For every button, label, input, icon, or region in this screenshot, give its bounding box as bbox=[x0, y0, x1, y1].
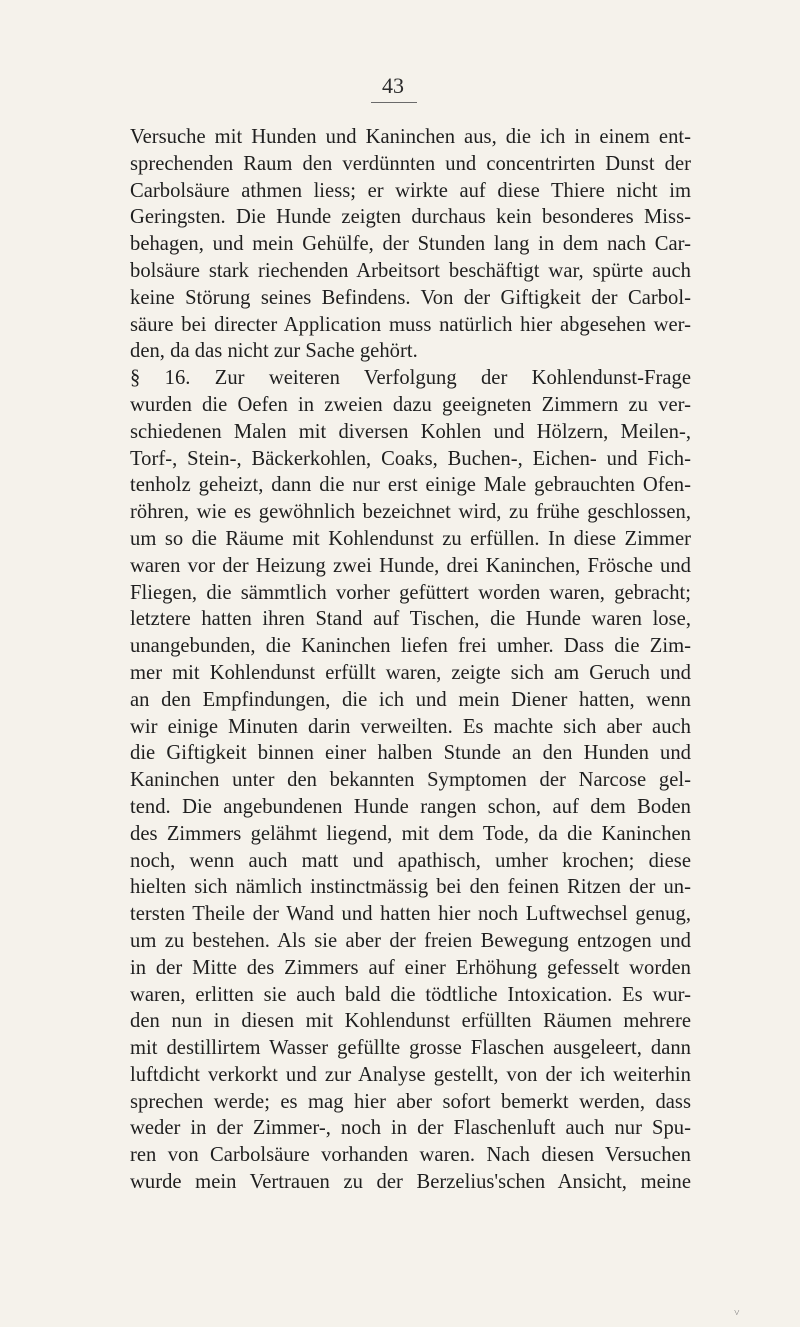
text-line: waren, erlitten sie auch bald die tödtliche Intoxication. Es wur- bbox=[130, 983, 691, 1006]
text-line: Fliegen, die sämmtlich vorher gefüttert worden waren, gebracht; bbox=[130, 581, 691, 604]
text-line: luftdicht verkorkt und zur Analyse gestellt, von der ich weiterhin bbox=[130, 1063, 691, 1086]
text-line: keine Störung seines Befindens. Von der Giftigkeit der Carbol- bbox=[130, 286, 691, 309]
text-line: wurde mein Vertrauen zu der Berzelius'schen Ansicht, meine bbox=[130, 1171, 691, 1194]
text-line: unangebunden, die Kaninchen liefen frei umher. Dass die Zim- bbox=[130, 635, 691, 658]
text-line: die Giftigkeit binnen einer halben Stunde an den Hunden und bbox=[130, 742, 691, 765]
text-line: an den Empfindungen, die ich und mein Diener hatten, wenn bbox=[130, 688, 691, 711]
text-line: noch, wenn auch matt und apathisch, umher krochen; diese bbox=[130, 849, 691, 872]
text-line: wurden die Oefen in zweien dazu geeigneten Zimmern zu ver- bbox=[130, 393, 691, 416]
text-line: sprechenden Raum den verdünnten und concentrirten Dunst der bbox=[130, 152, 691, 175]
text-line: tend. Die angebundenen Hunde rangen schon, auf dem Boden bbox=[130, 795, 691, 818]
text-line: mit destillirtem Wasser gefüllte grosse Flaschen ausgeleert, dann bbox=[130, 1037, 691, 1060]
text-line: behagen, und mein Gehülfe, der Stunden lang in dem nach Car- bbox=[130, 233, 691, 256]
text-line: bolsäure stark riechenden Arbeitsort beschäftigt war, spürte auch bbox=[130, 259, 691, 282]
body-text bbox=[130, 124, 691, 1196]
text-line: weder in der Zimmer-, noch in der Flaschenluft auch nur Spu- bbox=[130, 1117, 691, 1140]
text-line: Carbolsäure athmen liess; er wirkte auf diese Thiere nicht im bbox=[130, 179, 691, 202]
text-line: den nun in diesen mit Kohlendunst erfüllten Räumen mehrere bbox=[130, 1010, 691, 1033]
page-number-rule bbox=[371, 102, 417, 103]
text-line: schiedenen Malen mit diversen Kohlen und Hölzern, Meilen-, bbox=[130, 420, 691, 443]
text-line: den, da das nicht zur Sache gehört. bbox=[130, 340, 418, 363]
text-line: Torf-, Stein-, Bäckerkohlen, Coaks, Buchen-, Eichen- und Fich- bbox=[130, 447, 691, 470]
text-line: § 16. Zur weiteren Verfolgung der Kohlendunst-Frage bbox=[130, 367, 691, 390]
page-number: 43 bbox=[382, 73, 404, 98]
text-line: röhren, wie es gewöhnlich bezeichnet wird, zu frühe geschlossen, bbox=[130, 501, 691, 524]
text-line: sprechen werde; es mag hier aber sofort bemerkt werden, dass bbox=[130, 1090, 691, 1113]
text-line: um zu bestehen. Als sie aber der freien Bewegung entzogen und bbox=[130, 929, 691, 952]
text-line: waren vor der Heizung zwei Hunde, drei Kaninchen, Frösche und bbox=[130, 554, 691, 577]
text-line: säure bei directer Application muss natürlich hier abgesehen wer- bbox=[130, 313, 691, 336]
text-line: in der Mitte des Zimmers auf einer Erhöhung gefesselt worden bbox=[130, 956, 691, 979]
text-line: tenholz geheizt, dann die nur erst einige Male gebrauchten Ofen- bbox=[130, 474, 691, 497]
text-line: des Zimmers gelähmt liegend, mit dem Tode, da die Kaninchen bbox=[130, 822, 691, 845]
text-line: Geringsten. Die Hunde zeigten durchaus kein besonderes Miss- bbox=[130, 206, 691, 229]
text-line: hielten sich nämlich instinctmässig bei den feinen Ritzen der un- bbox=[130, 876, 691, 899]
text-line: mer mit Kohlendunst erfüllt waren, zeigte sich am Geruch und bbox=[130, 661, 691, 684]
text-line: Kaninchen unter den bekannten Symptomen der Narcose gel- bbox=[130, 769, 691, 792]
text-line: um so die Räume mit Kohlendunst zu erfüllen. In diese Zimmer bbox=[130, 527, 691, 550]
scan-mark: ˅ bbox=[734, 1308, 740, 1319]
text-line: tersten Theile der Wand und hatten hier noch Luftwechsel genug, bbox=[130, 903, 691, 926]
text-line: wir einige Minuten darin verweilten. Es machte sich aber auch bbox=[130, 715, 691, 738]
text-line: letztere hatten ihren Stand auf Tischen, die Hunde waren lose, bbox=[130, 608, 691, 631]
text-line: Versuche mit Hunden und Kaninchen aus, die ich in einem ent- bbox=[130, 126, 691, 148]
text-line: ren von Carbolsäure vorhanden waren. Nach diesen Versuchen bbox=[130, 1144, 691, 1167]
